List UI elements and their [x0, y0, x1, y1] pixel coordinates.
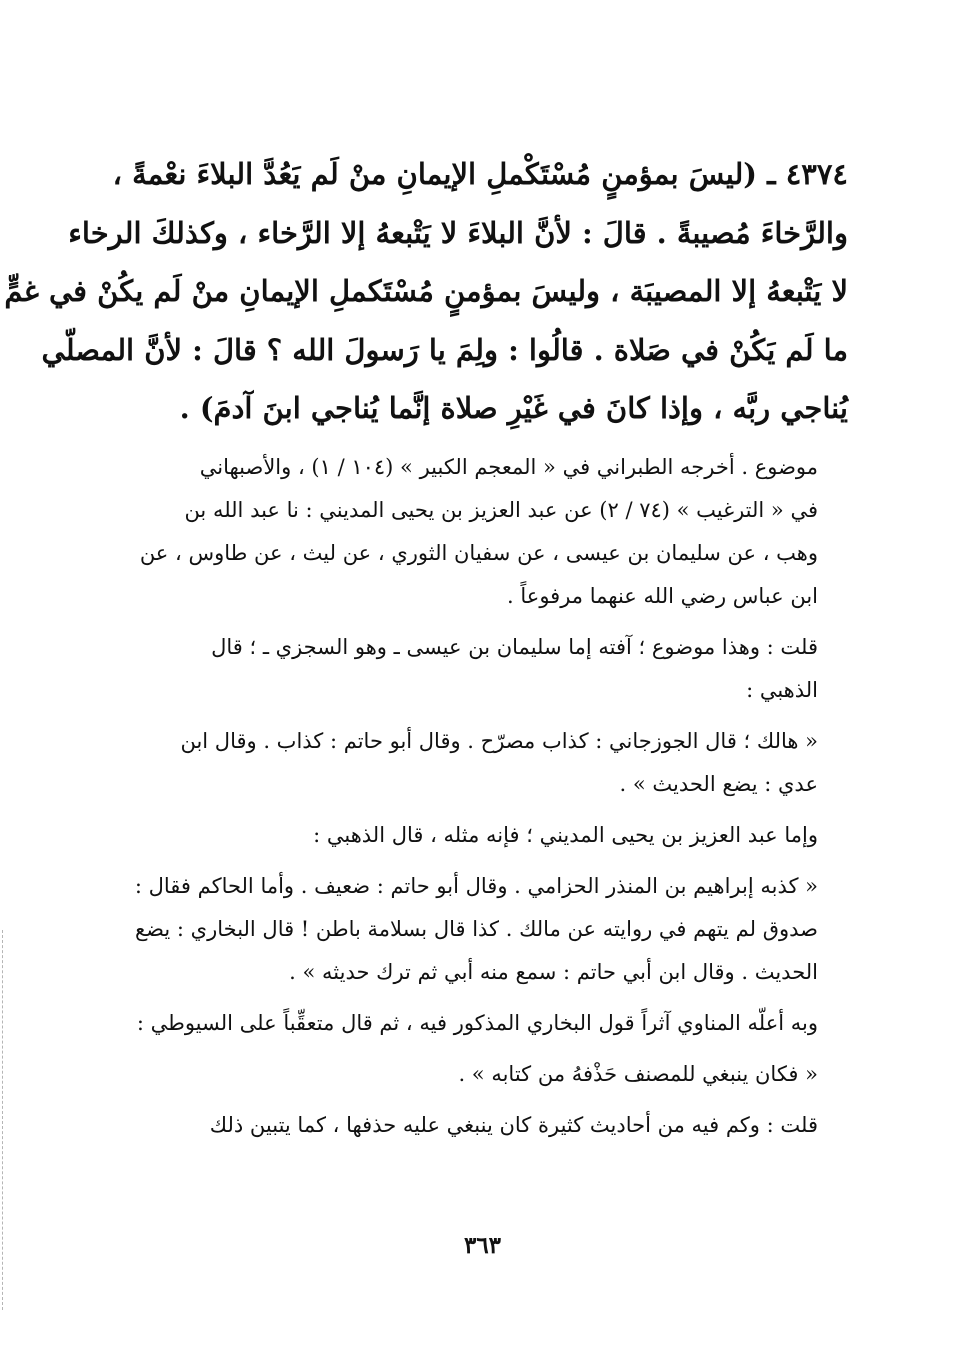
hadith-line: والرَّخاءَ مُصيبةً . قالَ : لأنَّ البلاءَ لا يَتْبعهُ إلا الرَّخاء ، وكذلكَ الرخاء: [68, 215, 848, 250]
qultu-paragraph: [128, 626, 848, 712]
dhahabi-quote-paragraph: [128, 865, 848, 994]
paragraph-line: قلت : وهذا موضوع ؛ آفته إما سليمان بن عيسى ـ وهو السجزي ـ ؛ قال: [211, 634, 818, 659]
takhrij-paragraph: [128, 446, 848, 618]
paragraph-line: عدي : يضع الحديث » .: [619, 771, 818, 796]
hadith-line: لا يَتْبعهُ إلا المصيبَة ، وليسَ بمؤمنٍ مُسْتَكملِ الإيمانِ منْ لَم يكُنْ في غمٍّ: [4, 274, 848, 308]
paragraph-line: وإما عبد العزيز بن يحيى المديني ؛ فإنه مثله ، قال الذهبي :: [313, 822, 818, 847]
paragraph-line: في « الترغيب » (٧٤ / ٢) عن عبد العزيز بن يحيى المديني : نا عبد الله بن: [184, 497, 818, 522]
paragraph-line: وبه أعلّه المناوي آثراً قول البخاري المذكور فيه ، ثم قال متعقِّباً على السيوطي :: [136, 1010, 818, 1035]
paragraph-line: موضوع . أخرجه الطبراني في « المعجم الكبير » (١٠٤ / ١) ، والأصبهاني: [199, 454, 818, 479]
paragraph-line: « كذبه إبراهيم بن المنذر الحزامي . وقال أبو حاتم : ضعيف . وأما الحاكم فقال :: [134, 873, 818, 898]
hadith-line: يُناجي ربَّه ، وإذا كانَ في غَيْرِ صلاة إنَّما يُناجي ابنَ آدمَ) .: [179, 391, 848, 425]
page-text-block: [4, 145, 848, 1155]
abdulaziz-paragraph: [128, 814, 848, 857]
hadith-line: ما لَم يَكُنْ في صَلاة . قالُوا : ولِمَ يا رَسولَ الله ؟ قالَ : لأنَّ المصلّي: [41, 332, 848, 367]
hadith-line: ٤٣٧٤ ـ (ليسَ بمؤمنٍ مُسْتَكْملِ الإيمانِ منْ لَم يَعُدَّ البلاءَ نعْمةً ،: [112, 157, 848, 191]
paragraph-line: قلت : وكم فيه من أحاديث كثيرة كان ينبغي عليه حذفها ، كما يتبين ذلك: [209, 1112, 818, 1137]
munawi-paragraph: [128, 1002, 848, 1045]
dhahabi-quote-paragraph: [128, 720, 848, 806]
paragraph-line: الحديث . وقال ابن أبي حاتم : سمع منه أبي ثم ترك حديثه » .: [289, 959, 818, 984]
paragraph-line: « فكان ينبغي للمصنف حَذْفهُ من كتابه » .: [458, 1061, 818, 1086]
paragraph-line: ابن عباس رضي الله عنهما مرفوعاً .: [507, 583, 818, 608]
paragraph-line: الذهبي :: [746, 677, 818, 702]
munawi-quote-paragraph: [128, 1053, 848, 1096]
paragraph-line: صدوق لم يتهم في روايته عن مالك . كذا قال بسلامة باطن ! قال البخاري : يضع: [135, 916, 818, 941]
qultu-paragraph: [128, 1104, 848, 1147]
paragraph-line: وهب ، عن سليمان بن عيسى ، عن سفيان الثوري ، عن ليث ، عن طاوس ، عن: [139, 540, 818, 565]
page-number: ٣٦٣: [463, 1232, 502, 1259]
hadith-4374: [4, 145, 848, 438]
paragraph-line: « هالك ؛ قال الجوزجاني : كذاب مصرّح . وقال أبو حاتم : كذاب . وقال ابن: [180, 728, 818, 753]
